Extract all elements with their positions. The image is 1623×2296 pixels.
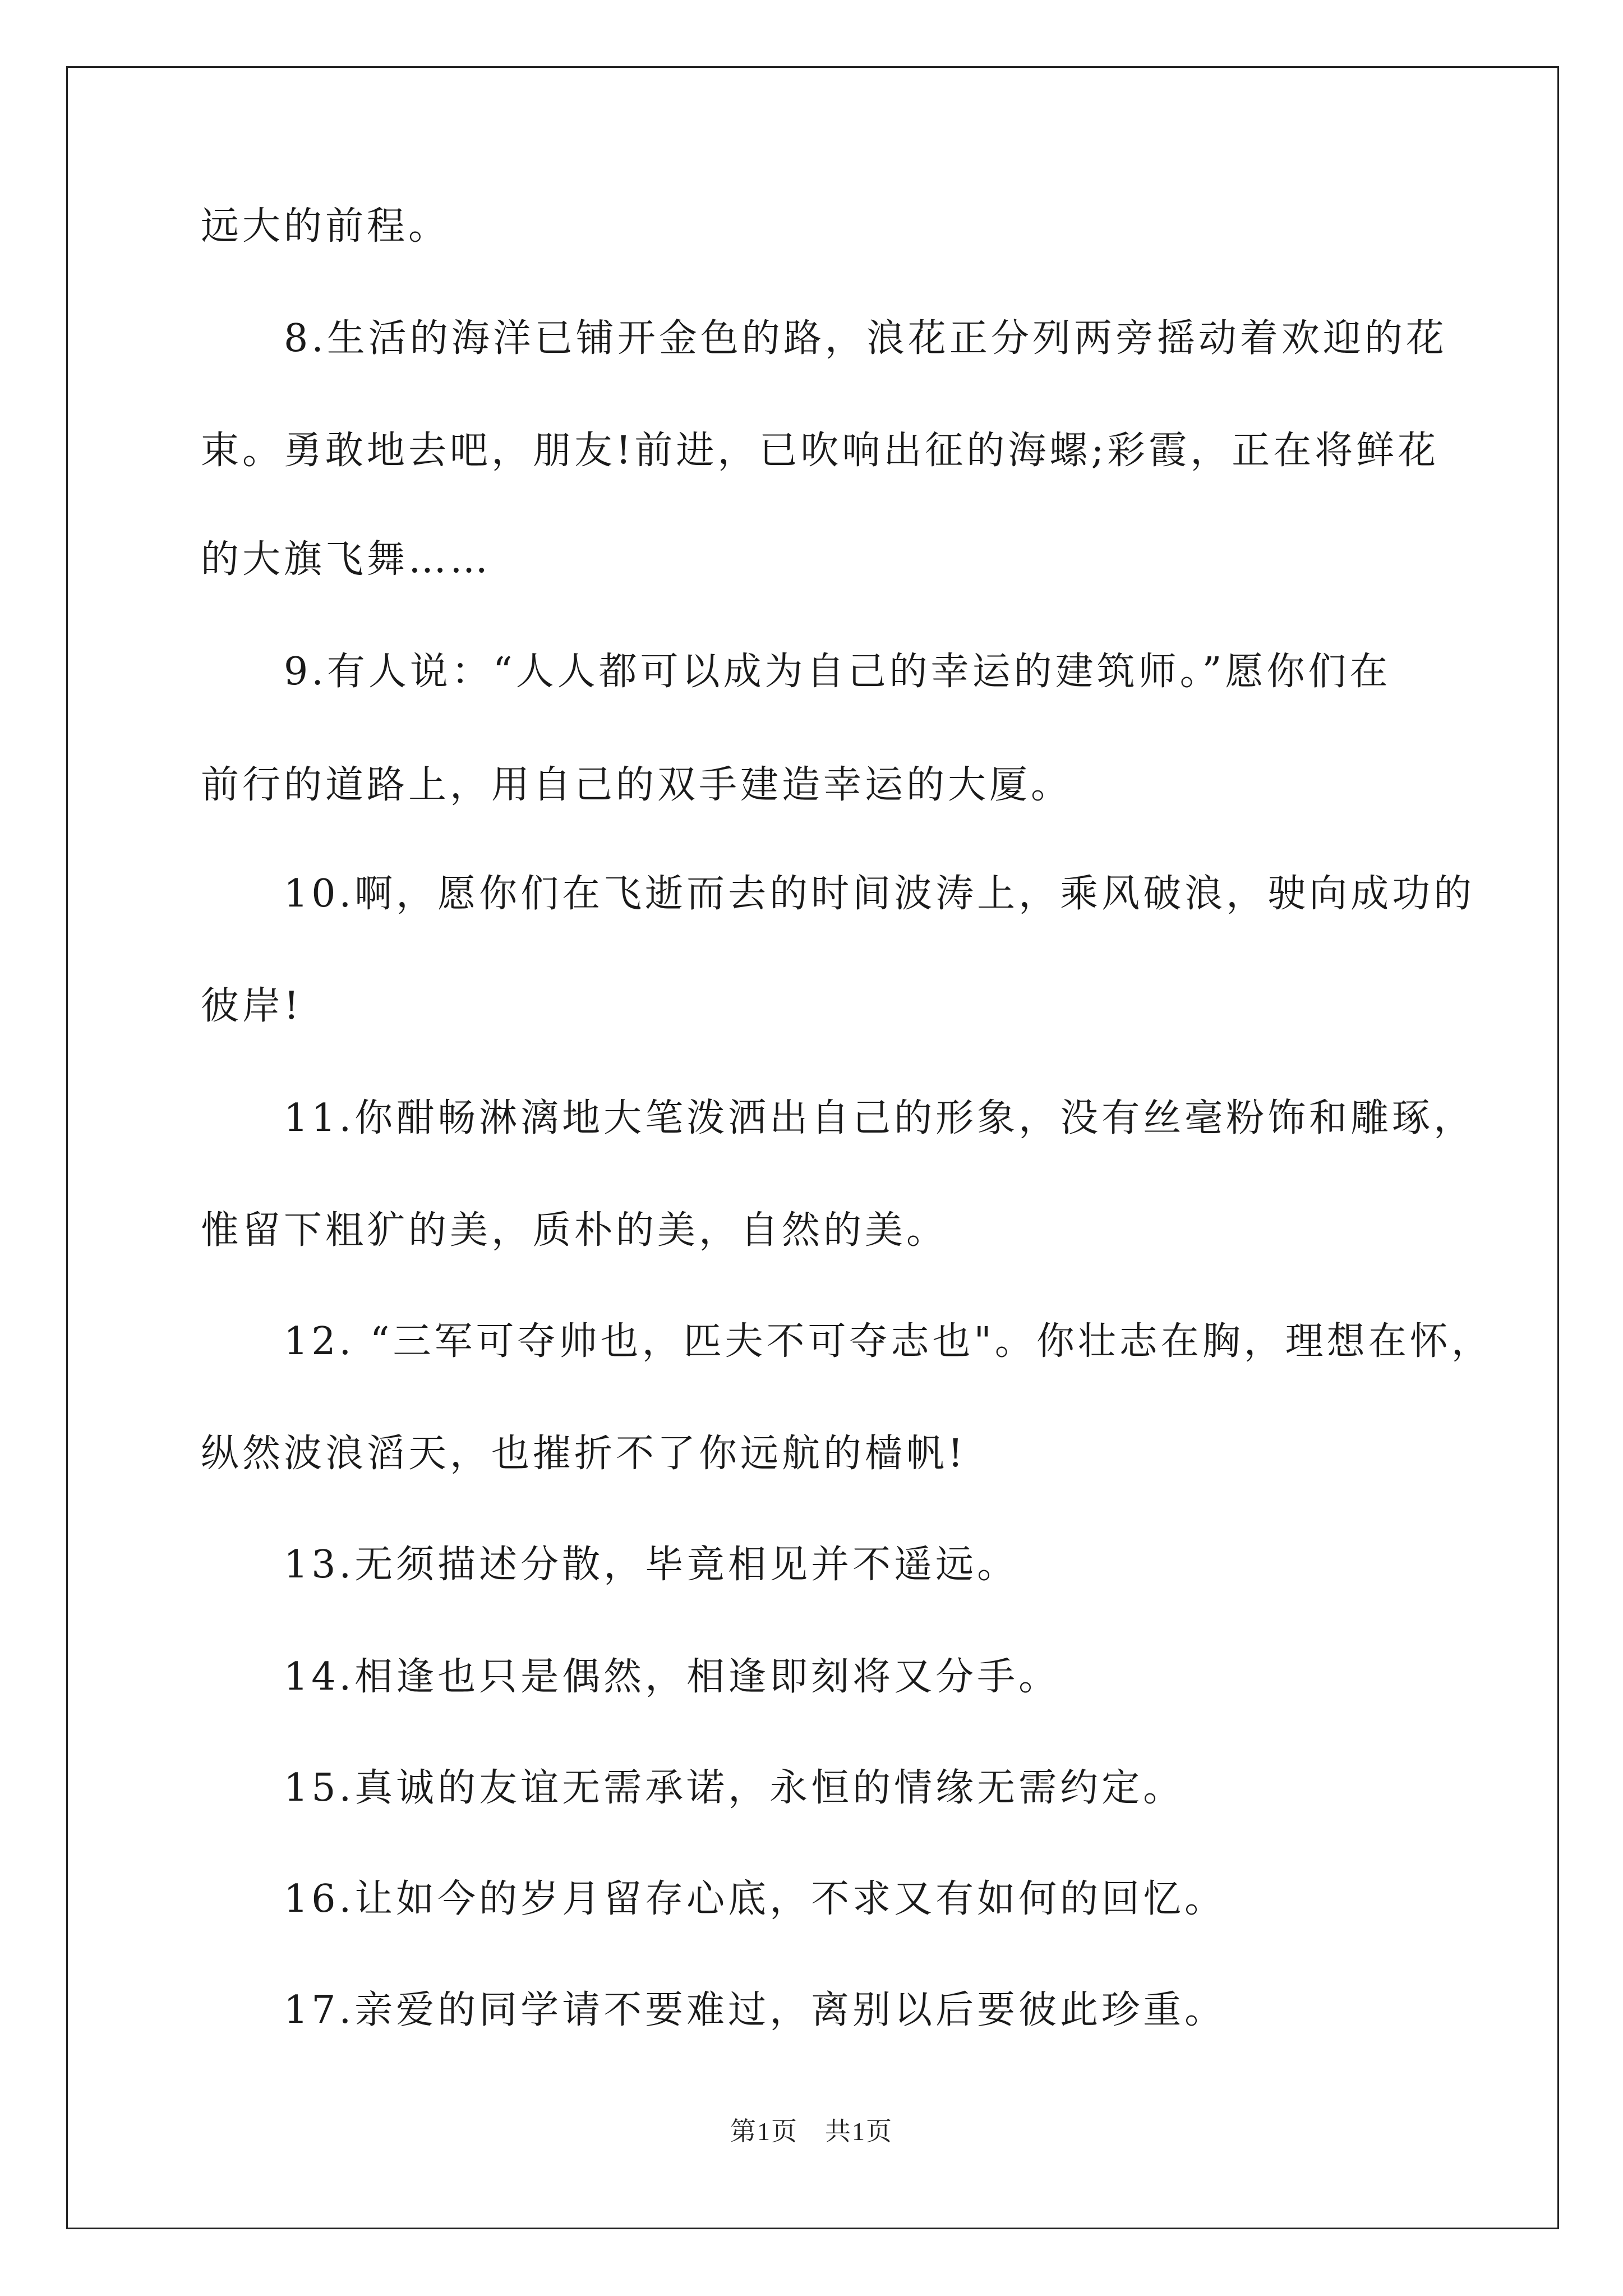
text-line: 彼岸!	[201, 984, 303, 1028]
text-line: 11.你酣畅淋漓地大笔泼洒出自己的形象，没有丝毫粉饰和雕琢，	[284, 1096, 1476, 1140]
text-line: 束。勇敢地去吧，朋友!前进，已吹响出征的海螺;彩霞，正在将鲜花	[201, 429, 1440, 473]
text-line: 8.生活的海洋已铺开金色的路，浪花正分列两旁摇动着欢迎的花	[284, 316, 1447, 361]
text-line: 17.亲爱的同学请不要难过，离别以后要彼此珍重。	[284, 1988, 1227, 2032]
text-line: 惟留下粗犷的美，质朴的美，自然的美。	[201, 1208, 948, 1253]
text-line: 10.啊，愿你们在飞逝而去的时间波涛上，乘风破浪，驶向成功的	[284, 872, 1476, 916]
page-footer: 第1页 共1页	[730, 2117, 893, 2146]
text-line: 的大旗飞舞……	[201, 537, 492, 582]
text-line: 14.相逢也只是偶然，相逢即刻将又分手。	[284, 1655, 1061, 1699]
text-line: 前行的道路上，用自己的双手建造幸运的大厦。	[201, 763, 1073, 807]
text-line: 13.无须描述分散，毕竟相见并不遥远。	[284, 1543, 1019, 1587]
text-line: 16.让如今的岁月留存心底，不求又有如何的回忆。	[284, 1877, 1227, 1921]
text-line: 15.真诚的友谊无需承诺，永恒的情缘无需约定。	[284, 1766, 1185, 1810]
text-line: 远大的前程。	[201, 204, 450, 249]
text-line: 12. “三军可夺帅也，匹夫不可夺志也"。你壮志在胸，理想在怀，	[284, 1319, 1493, 1364]
text-line: 纵然波浪滔天，也摧折不了你远航的樯帆!	[201, 1432, 967, 1476]
text-line: 9.有人说：“人人都可以成为自己的幸运的建筑师。”愿你们在	[284, 650, 1391, 694]
